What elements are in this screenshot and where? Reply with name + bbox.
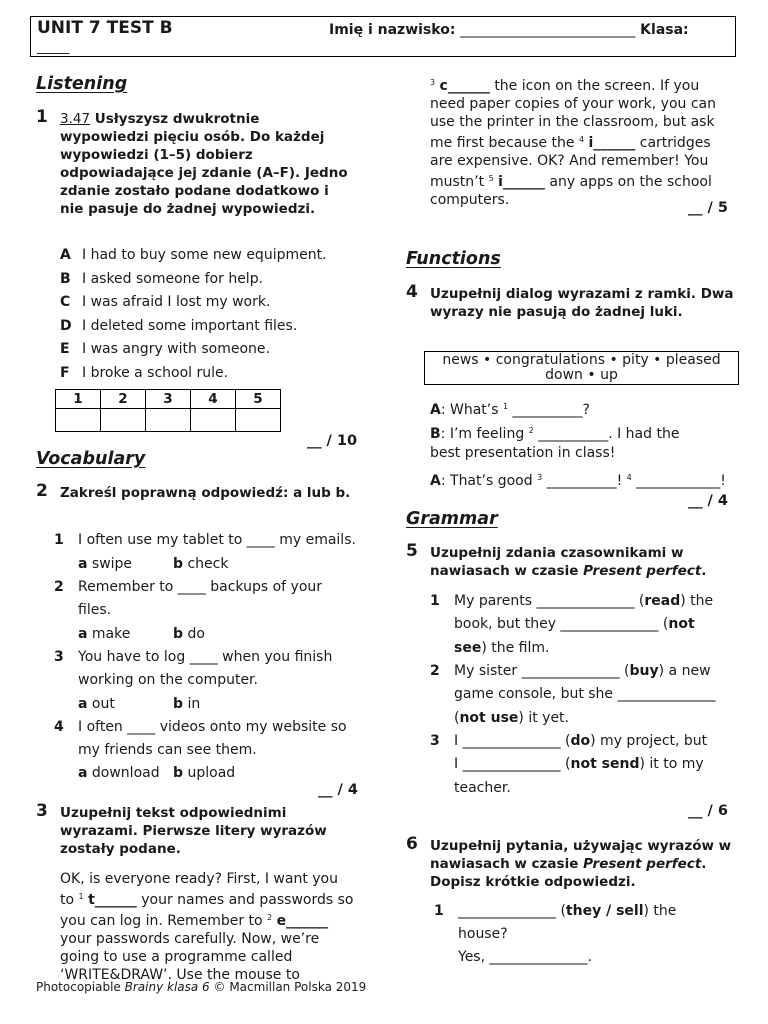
grid-header-cell: 3 <box>146 390 191 409</box>
q3-line-text: the icon on the screen. If you <box>494 78 700 94</box>
choice-b[interactable]: do <box>187 626 205 642</box>
dialog-text: : What’s <box>440 402 499 418</box>
grid-header-cell: 5 <box>236 390 281 409</box>
q5-text: My parents ______________ ( <box>454 593 645 609</box>
name-field <box>329 22 689 38</box>
q5-line <box>430 707 569 730</box>
word-box <box>424 351 739 385</box>
q6-instruction-a: Uzupełnij pytania, używając wyrazów w nawiasach w czasie <box>430 838 732 872</box>
q3-line: are expensive. OK? And remember! You <box>430 153 709 169</box>
speaker: A <box>430 402 441 418</box>
q3-line-text: any apps on the school <box>549 174 712 190</box>
footer-book: Brainy klasa 6 <box>124 980 210 994</box>
q5-text: I ______________ ( <box>454 756 571 772</box>
footer-a: Photocopiable <box>36 980 125 994</box>
option-letter: C <box>60 294 71 310</box>
q5-verb: do <box>570 733 591 749</box>
gap-number: 2 <box>528 426 534 435</box>
word-box-line: down • up <box>545 367 618 383</box>
item-number: 1 <box>54 532 64 548</box>
header-box <box>30 16 736 57</box>
q3-line-text: mustn’t <box>430 174 485 190</box>
choice-b[interactable]: upload <box>187 765 236 781</box>
grid-answer-cell[interactable] <box>146 409 191 432</box>
q6-instruction-b: . Dopisz krótkie odpowiedzi. <box>430 856 707 890</box>
q3-line <box>430 74 740 95</box>
grid-answer-cell[interactable] <box>101 409 146 432</box>
q1-option-a <box>60 247 327 263</box>
section-grammar: Grammar <box>406 509 498 529</box>
q3-text-left <box>60 870 370 984</box>
grid-header-cell: 2 <box>101 390 146 409</box>
q3-line: OK, is everyone ready? First, I want you <box>60 871 338 887</box>
q3-line <box>60 909 370 930</box>
q5-text: book, but they ______________ ( <box>454 616 669 632</box>
q3-line: your passwords carefully. Now, we’re <box>60 931 320 947</box>
gap-2[interactable]: e______ <box>276 913 329 929</box>
q3-number: 3 <box>36 801 48 821</box>
grid-header-cell: 1 <box>56 390 101 409</box>
option-text: I was angry with someone. <box>82 341 270 357</box>
q1-option-d <box>60 318 297 334</box>
section-vocabulary: Vocabulary <box>36 449 146 469</box>
gap-number: 1 <box>78 892 84 901</box>
dialog-line-1 <box>430 395 590 422</box>
gap-number: 4 <box>578 135 585 144</box>
q5-text-after: ) it yet. <box>518 710 570 726</box>
gap-4[interactable]: i______ <box>588 135 636 151</box>
q6-instruction <box>430 837 735 891</box>
q5-verb: not send <box>570 756 640 772</box>
item-text: I often use my tablet to ____ my emails. <box>78 532 356 548</box>
q2-item-4-choices <box>78 765 160 781</box>
item-number: 2 <box>54 579 64 595</box>
item-number: 2 <box>430 663 440 679</box>
q5-number: 5 <box>406 541 418 561</box>
word-box-line: news • congratulations • pity • pleased <box>442 352 721 368</box>
q5-line <box>430 637 549 660</box>
q6-item-line-3[interactable]: Yes, ______________. <box>458 949 592 965</box>
item-text-cont: files. <box>78 602 112 618</box>
choice-a[interactable]: swipe <box>91 556 133 572</box>
q2-item-3-choice-b <box>173 696 200 712</box>
q1-option-e <box>60 341 270 357</box>
gap-number: 5 <box>488 174 494 183</box>
track-number: 3.47 <box>60 111 91 127</box>
item-number: 1 <box>434 903 444 919</box>
q5-text-after: ) the film. <box>481 640 550 656</box>
q2-item-3 <box>54 646 374 692</box>
dialog-line-4 <box>430 466 726 493</box>
q1-instruction-text: Usłyszysz dwukrotnie wypowiedzi pięciu osób. Do każdej wypowiedzi (1–5) dobierz odpowiadające jej zdanie (A–F). Jedno zdanie zostało podane dodatkowo i nie pasuje do żadnej wypowiedzi. <box>60 111 348 217</box>
choice-b-letter: b <box>173 765 184 781</box>
q5-line <box>430 660 711 683</box>
item-number: 3 <box>54 649 64 665</box>
dialog-gap[interactable]: __________. I had the <box>533 426 680 442</box>
q1-option-b <box>60 271 263 287</box>
q5-instruction-b: . <box>701 563 707 579</box>
grid-header-cell: 4 <box>191 390 236 409</box>
option-text: I had to buy some new equipment. <box>82 247 327 263</box>
dialog-gap[interactable]: ____________! <box>631 473 726 489</box>
q2-item-2 <box>54 576 374 622</box>
footer <box>36 980 366 994</box>
q3-line: computers. <box>430 192 510 208</box>
option-letter: E <box>60 341 70 357</box>
q5-text: game console, but she ______________ <box>454 686 716 702</box>
footer-c: © Macmillan Polska 2019 <box>209 980 367 994</box>
q2-item-3-choices <box>78 696 115 712</box>
q5-verb: see <box>454 640 482 656</box>
q1-number: 1 <box>36 107 48 127</box>
dialog-gap[interactable]: __________? <box>508 402 590 418</box>
q5-text-after: ) the <box>680 593 714 609</box>
q1-instruction <box>60 110 350 218</box>
q3-instruction: Uzupełnij tekst odpowiednimi wyrazami. Pierwsze litery wyrazów zostały podane. <box>60 805 327 857</box>
item-text: I often ____ videos onto my website so <box>78 719 347 735</box>
choice-b[interactable]: check <box>187 556 229 572</box>
q5-text: My sister ______________ ( <box>454 663 630 679</box>
item-text-cont: working on the computer. <box>78 672 258 688</box>
q3-line: use the printer in the classroom, but ask <box>430 114 715 130</box>
q5-line <box>430 683 716 706</box>
q3-line: ‘WRITE&DRAW’. Use the mouse to <box>60 967 300 983</box>
q4-score: __ / 4 <box>688 493 728 509</box>
tense-name: Present perfect <box>583 856 702 872</box>
q5-instruction-a: Uzupełnij zdania czasownikami w nawiasach w czasie <box>430 545 684 579</box>
q5-score: __ / 6 <box>688 803 728 819</box>
q5-verb: buy <box>629 663 659 679</box>
choice-a-letter: a <box>78 765 88 781</box>
choice-a-letter: a <box>78 556 88 572</box>
item-number: 4 <box>54 719 64 735</box>
class-blank: _____ <box>37 40 70 55</box>
q3-score: __ / 5 <box>688 200 728 216</box>
name-label: Imię i nazwisko: <box>329 22 456 38</box>
q2-score: __ / 4 <box>318 782 358 798</box>
q5-line <box>430 613 695 636</box>
name-blank: _________________________ <box>460 22 636 38</box>
q5-verb: not <box>668 616 695 632</box>
item-text-cont: my friends can see them. <box>78 742 257 758</box>
q3-line-text: your names and passwords so <box>141 892 354 908</box>
q6-item-line-1 <box>458 900 676 923</box>
q5-text-after: ) my project, but <box>590 733 708 749</box>
speaker: B <box>430 426 441 442</box>
choice-a[interactable]: download <box>91 765 160 781</box>
q3-line-text: cartridges <box>639 135 711 151</box>
q6-item-line-2: house? <box>458 926 508 942</box>
gap-3[interactable]: c______ <box>439 78 490 94</box>
q5-line <box>430 753 704 776</box>
q2-item-1-choices <box>78 556 132 572</box>
q2-item-4-choice-b <box>173 765 235 781</box>
choice-b-letter: b <box>173 556 184 572</box>
q3-line <box>430 170 740 191</box>
item-text: You have to log ____ when you finish <box>78 649 333 665</box>
speaker: A <box>430 473 441 489</box>
grid-answer-cell[interactable] <box>236 409 281 432</box>
gap-number: 1 <box>503 402 509 411</box>
item-text: Remember to ____ backups of your <box>78 579 323 595</box>
item-number: 3 <box>430 733 440 749</box>
q5-text: I ______________ ( <box>454 733 571 749</box>
q6-item-number <box>434 900 444 923</box>
q5-line <box>430 730 707 753</box>
q5-text: ( <box>454 710 460 726</box>
q3-line-text: you can log in. Remember to <box>60 913 263 929</box>
q2-item-1-choice-b <box>173 556 228 572</box>
option-letter: B <box>60 271 71 287</box>
q4-number: 4 <box>406 282 418 302</box>
q1-option-f <box>60 365 228 381</box>
section-functions: Functions <box>406 249 501 269</box>
gap-5[interactable]: i______ <box>498 174 545 190</box>
q6-text: ) the <box>643 903 677 919</box>
option-text: I broke a school rule. <box>82 365 229 381</box>
gap-number: 3 <box>430 78 436 87</box>
grid-answer-cell[interactable] <box>56 409 101 432</box>
choice-a-letter: a <box>78 696 88 712</box>
grid-answer-cell[interactable] <box>191 409 236 432</box>
choice-a-letter: a <box>78 626 88 642</box>
choice-b-letter: b <box>173 626 184 642</box>
q6-number: 6 <box>406 834 418 854</box>
option-letter: A <box>60 247 71 263</box>
choice-b-letter: b <box>173 696 184 712</box>
q6-gap[interactable]: ______________ ( <box>458 903 566 919</box>
class-label: Klasa: <box>640 22 689 38</box>
q5-text: teacher. <box>454 780 511 796</box>
gap-1[interactable]: t______ <box>88 892 137 908</box>
q5-line <box>430 777 511 800</box>
q2-item-2-choice-b <box>173 626 205 642</box>
q5-text-after: ) it to my <box>639 756 704 772</box>
dialog-text: : I’m feeling <box>440 426 525 442</box>
answer-grid <box>55 389 281 432</box>
q1-option-c <box>60 294 270 310</box>
item-number: 1 <box>430 593 440 609</box>
option-text: I was afraid I lost my work. <box>82 294 271 310</box>
q2-instruction: Zakreśl poprawną odpowiedź: a lub b. <box>60 485 351 501</box>
q5-line <box>430 590 713 613</box>
q3-line: need paper copies of your work, you can <box>430 96 716 112</box>
q6-verb: they / sell <box>565 903 644 919</box>
q4-instruction: Uzupełnij dialog wyrazami z ramki. Dwa wyrazy nie pasują do żadnej luki. <box>430 286 734 320</box>
gap-number: 3 <box>537 473 543 482</box>
tense-name: Present perfect <box>583 563 702 579</box>
gap-number: 2 <box>267 913 273 922</box>
q3-line: going to use a programme called <box>60 949 293 965</box>
q3-line: to $^1$ t______ your names and passwords so <box>60 892 354 908</box>
dialog-line-3: best presentation in class! <box>430 445 616 461</box>
choice-a[interactable]: out <box>91 696 115 712</box>
q5-text-after: ) a new <box>658 663 711 679</box>
q1-score: __ / 10 <box>307 433 358 449</box>
option-letter: F <box>60 365 70 381</box>
option-text: I asked someone for help. <box>82 271 264 287</box>
choice-b[interactable]: in <box>187 696 201 712</box>
unit-title: UNIT 7 TEST B <box>37 18 173 38</box>
choice-a[interactable]: make <box>91 626 131 642</box>
dialog-gap[interactable]: __________! <box>542 473 623 489</box>
section-listening: Listening <box>36 74 128 94</box>
q3-line-text: me first because the <box>430 135 575 151</box>
option-letter: D <box>60 318 72 334</box>
option-text: I deleted some important files. <box>82 318 298 334</box>
q2-item-4 <box>54 716 374 762</box>
q5-verb: read <box>644 593 681 609</box>
q3-text-right <box>430 74 740 209</box>
q5-verb: not use <box>459 710 519 726</box>
q5-instruction <box>430 544 730 580</box>
gap-number: 4 <box>626 473 632 482</box>
q2-number: 2 <box>36 481 48 501</box>
dialog-text: : That’s good <box>440 473 533 489</box>
q2-item-2-choices <box>78 626 130 642</box>
q3-line <box>430 131 740 152</box>
